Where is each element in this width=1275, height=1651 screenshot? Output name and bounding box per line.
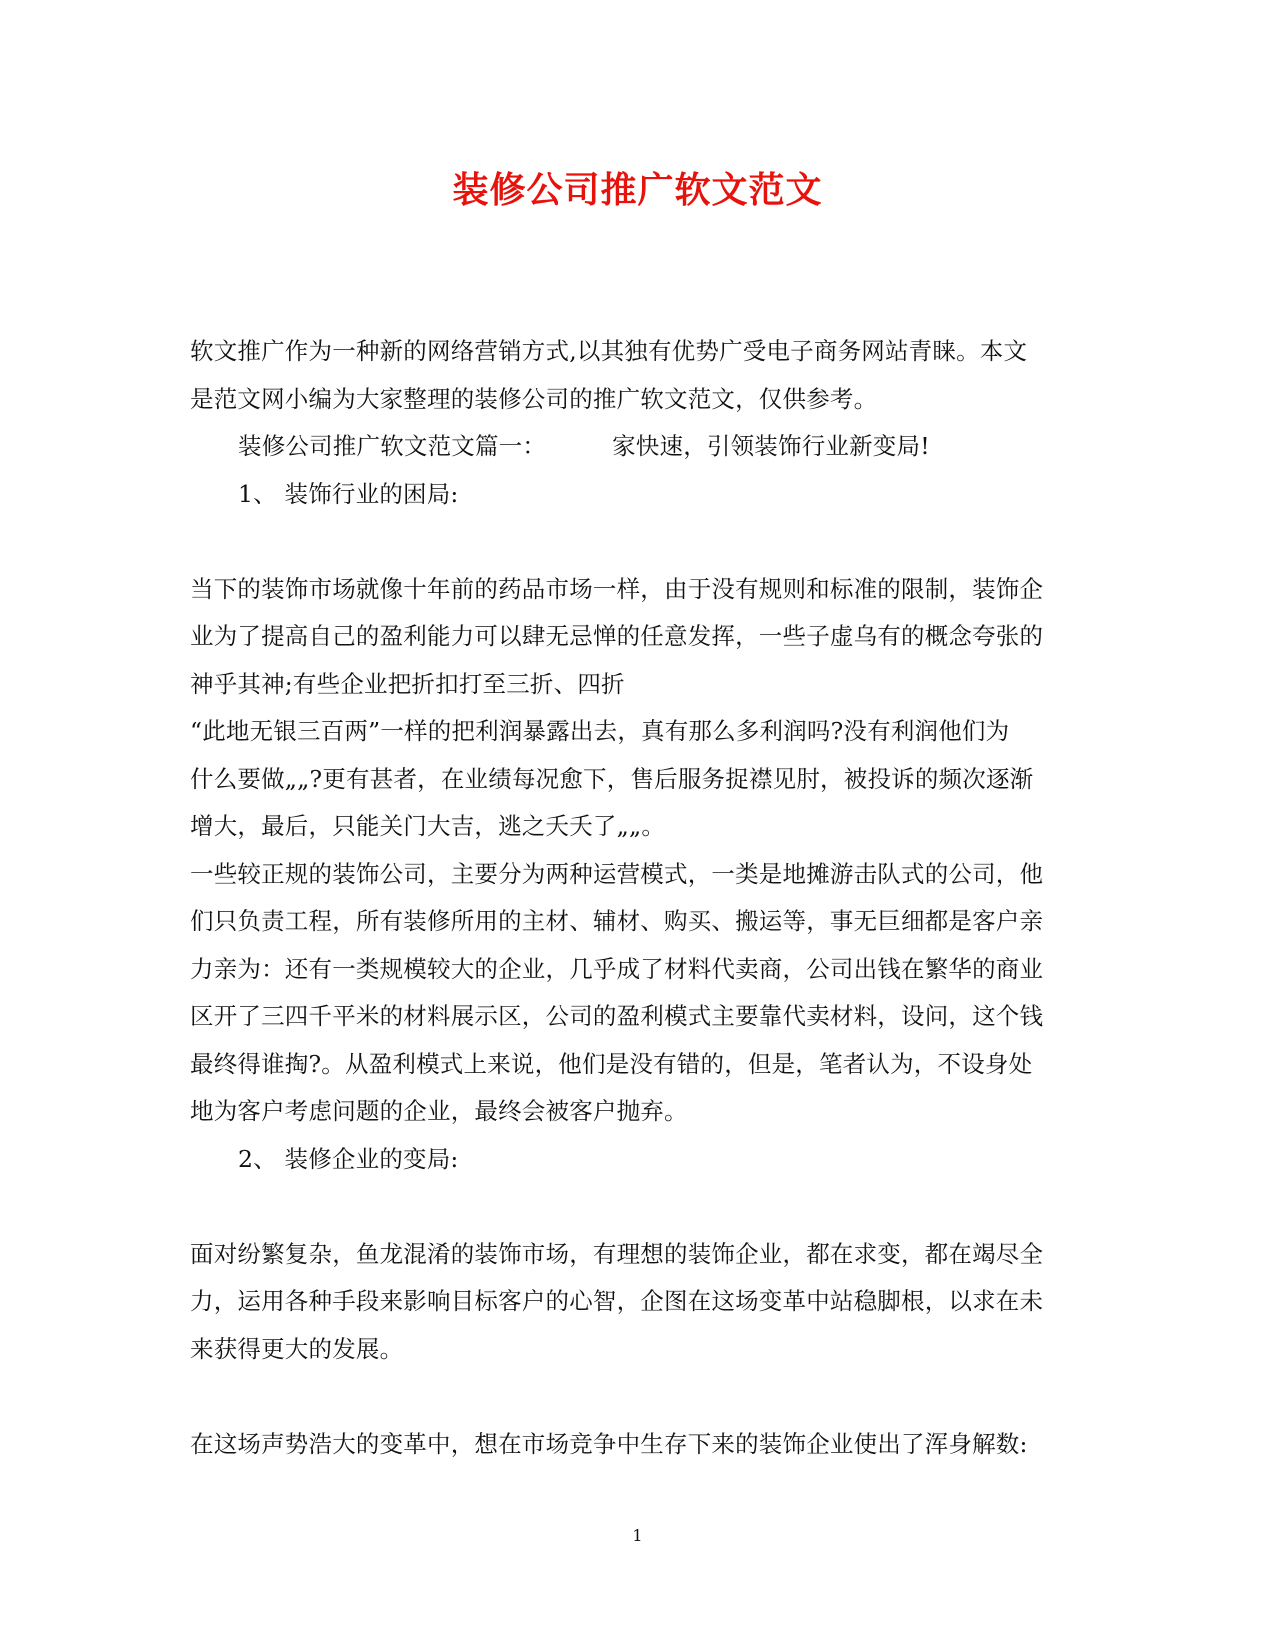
paragraph-line: 在这场声势浩大的变革中，想在市场竞争中生存下来的装饰企业使出了浑身解数: <box>190 1429 1028 1458</box>
section-subtitle: 家快速，引领装饰行业新变局! <box>612 432 930 460</box>
paragraph-line: 软文推广作为一种新的网络营销方式,以其独有优势广受电子商务网站青睐。本文 <box>190 337 1028 365</box>
paragraph-line: 当下的装饰市场就像十年前的药品市场一样，由于没有规则和标准的限制，装饰企 <box>190 574 1044 603</box>
paragraph-line: 区开了三四千平米的材料展示区，公司的盈利模式主要靠代卖材料，设问，这个钱 <box>190 1002 1044 1030</box>
paragraph-line: 是范文网小编为大家整理的装修公司的推广软文范文，仅供参考。 <box>190 384 878 413</box>
section-heading: 装修公司推广软文范文篇一： <box>238 432 547 460</box>
document-title: 装修公司推广软文范文 <box>452 169 823 211</box>
page-number: 1 <box>632 1526 643 1545</box>
paragraph-line: 力，运用各种手段来影响目标客户的心智，企图在这场变革中站稳脚根，以求在未 <box>190 1287 1044 1315</box>
paragraph-line: 增大，最后，只能关门大吉，逃之夭夭了„„。 <box>190 812 666 840</box>
numbered-heading: 1、 装饰行业的困局: <box>238 479 459 508</box>
paragraph-line: “此地无银三百两”一样的把利润暴露出去，真有那么多利润吗?没有利润他们为 <box>190 717 1010 745</box>
paragraph-line: 力亲为：还有一类规模较大的企业，几乎成了材料代卖商，公司出钱在繁华的商业 <box>190 954 1044 983</box>
paragraph-line: 地为客户考虑问题的企业，最终会被客户抛弃。 <box>190 1097 688 1125</box>
paragraph-line: 面对纷繁复杂，鱼龙混淆的装饰市场，有理想的装饰企业，都在求变，都在竭尽全 <box>190 1239 1044 1268</box>
paragraph-line: 神乎其神;有些企业把折扣打至三折、四折 <box>190 669 625 698</box>
numbered-heading: 2、 装修企业的变局: <box>238 1144 459 1173</box>
paragraph-line: 来获得更大的发展。 <box>190 1334 404 1363</box>
section-heading-line <box>190 423 1090 471</box>
paragraph-line: 什么要做„„?更有甚者，在业绩每况愈下，售后服务捉襟见肘，被投诉的频次逐渐 <box>190 764 1034 793</box>
paragraph-line: 最终得谁掏?。从盈利模式上来说，他们是没有错的，但是，笔者认为，不设身处 <box>190 1049 1033 1078</box>
paragraph-line: 业为了提高自己的盈利能力可以肆无忌惮的任意发挥，一些子虚乌有的概念夸张的 <box>190 622 1044 650</box>
paragraph-line: 们只负责工程，所有装修所用的主材、辅材、购买、搬运等，事无巨细都是客户亲 <box>190 907 1044 935</box>
document-body <box>190 328 1090 1468</box>
paragraph-line: 一些较正规的装饰公司，主要分为两种运营模式，一类是地摊游击队式的公司，他 <box>190 859 1044 888</box>
